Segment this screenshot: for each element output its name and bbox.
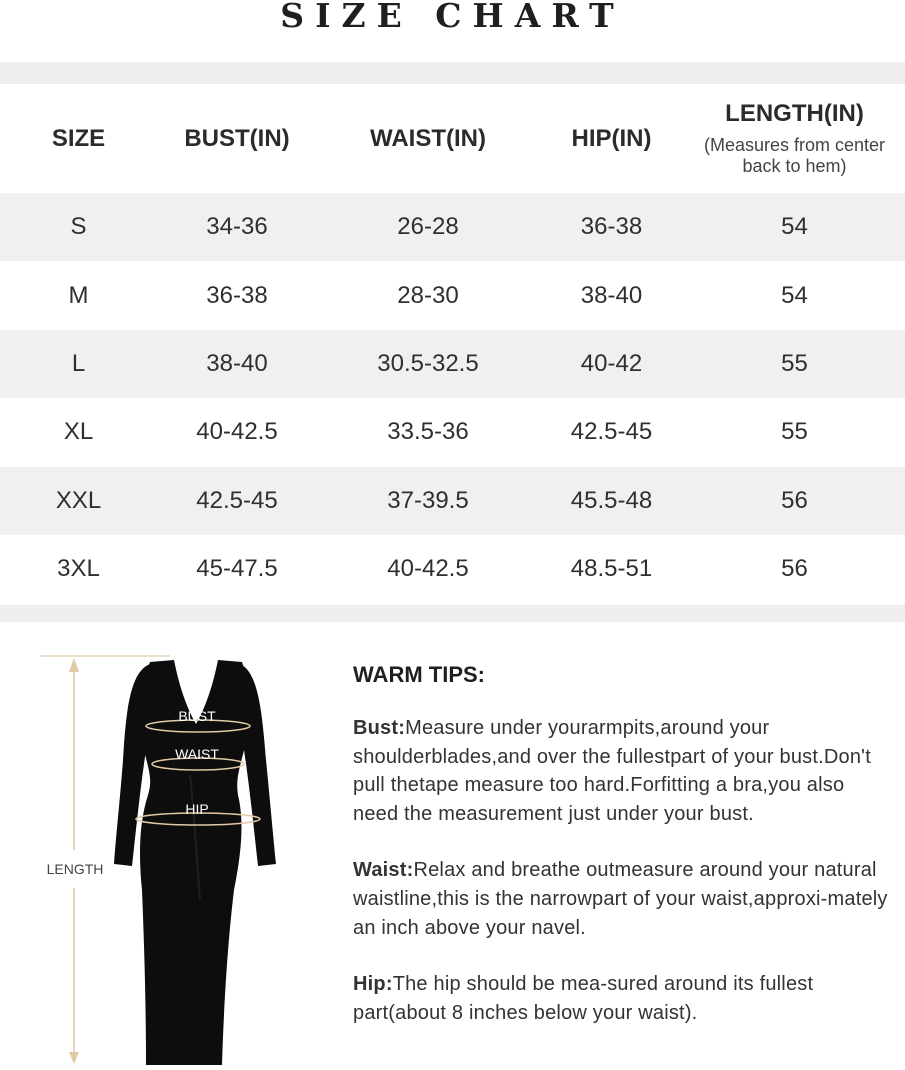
table-row (0, 261, 905, 329)
cell-bust: 36-38 (206, 281, 268, 309)
dress-illustration (30, 650, 300, 1065)
arrow-up-icon (69, 658, 79, 672)
cell-hip: 42.5-45 (570, 418, 653, 446)
header-length: LENGTH(IN) (Measures from center back to hem) (684, 84, 905, 193)
dress-measurement-figure (30, 650, 300, 1065)
top-divider-band (0, 62, 905, 84)
length-label: LENGTH (46, 861, 104, 877)
table-row (0, 535, 905, 603)
cell-size: L (71, 349, 86, 377)
bottom-divider-band (0, 605, 905, 622)
cell-bust: 40-42.5 (196, 418, 278, 446)
cell-size: 3XL (57, 555, 100, 583)
table-header-row (0, 84, 905, 193)
arrow-down-icon (69, 1052, 79, 1064)
cell-length: 56 (781, 555, 808, 583)
tip-bust-text: Measure under yourarmpits,around your shoulderblades,and over the fullestpart of your bust.Don't pull thetape measure too hard.Forfitting a bra,you also need the measurement just under your bust. (353, 717, 871, 825)
waist-label: WAIST (175, 746, 219, 762)
cell-length: 56 (781, 486, 808, 514)
table-row (0, 398, 905, 466)
cell-bust: 45-47.5 (196, 555, 278, 583)
header-bust: BUST(IN) (184, 124, 290, 152)
cell-waist: 37-39.5 (387, 486, 469, 514)
cell-waist: 40-42.5 (387, 555, 469, 583)
cell-bust: 38-40 (206, 349, 268, 377)
cell-size: M (68, 281, 89, 309)
cell-hip: 48.5-51 (570, 555, 653, 583)
cell-length: 54 (781, 281, 808, 309)
tip-bust (353, 714, 888, 828)
table-row (0, 330, 905, 398)
cell-size: S (70, 213, 87, 241)
tip-waist-label: Waist: (353, 859, 414, 882)
header-hip: HIP(IN) (571, 124, 652, 152)
header-length-note: (Measures from center back to hem) (703, 134, 886, 176)
tip-hip (353, 970, 888, 1027)
cell-bust: 34-36 (206, 213, 268, 241)
cell-length: 55 (781, 418, 808, 446)
tip-hip-text: The hip should be mea-sured around its fullest part(about 8 inches below your waist). (353, 973, 814, 1024)
tip-waist-text: Relax and breathe outmeasure around your natural waistline,this is the narrowpart of your waist,approxi-mately an inch above your navel. (353, 859, 888, 939)
cell-waist: 28-30 (397, 281, 459, 309)
size-table (0, 84, 905, 603)
header-size: SIZE (51, 124, 106, 152)
tip-bust-label: Bust: (353, 717, 406, 739)
cell-waist: 33.5-36 (387, 418, 469, 446)
cell-size: XL (63, 418, 94, 446)
cell-hip: 36-38 (580, 213, 643, 241)
tip-hip-label: Hip: (353, 973, 393, 996)
cell-size: XXL (55, 486, 102, 514)
cell-waist: 26-28 (397, 213, 459, 241)
table-row (0, 467, 905, 535)
warm-tips-title: WARM TIPS: (353, 662, 485, 687)
tip-waist (353, 856, 888, 942)
hip-label: HIP (185, 801, 209, 817)
warm-tips-section (353, 662, 888, 1055)
cell-hip: 38-40 (580, 281, 643, 309)
cell-waist: 30.5-32.5 (377, 349, 479, 377)
header-waist: WAIST(IN) (370, 124, 486, 152)
page-title: SIZE CHART (280, 0, 625, 35)
table-row (0, 193, 905, 261)
cell-hip: 45.5-48 (570, 486, 653, 514)
cell-bust: 42.5-45 (196, 486, 278, 514)
cell-hip: 40-42 (580, 349, 643, 377)
bust-label: BUST (178, 708, 216, 724)
cell-length: 55 (781, 349, 808, 377)
cell-length: 54 (781, 213, 808, 241)
